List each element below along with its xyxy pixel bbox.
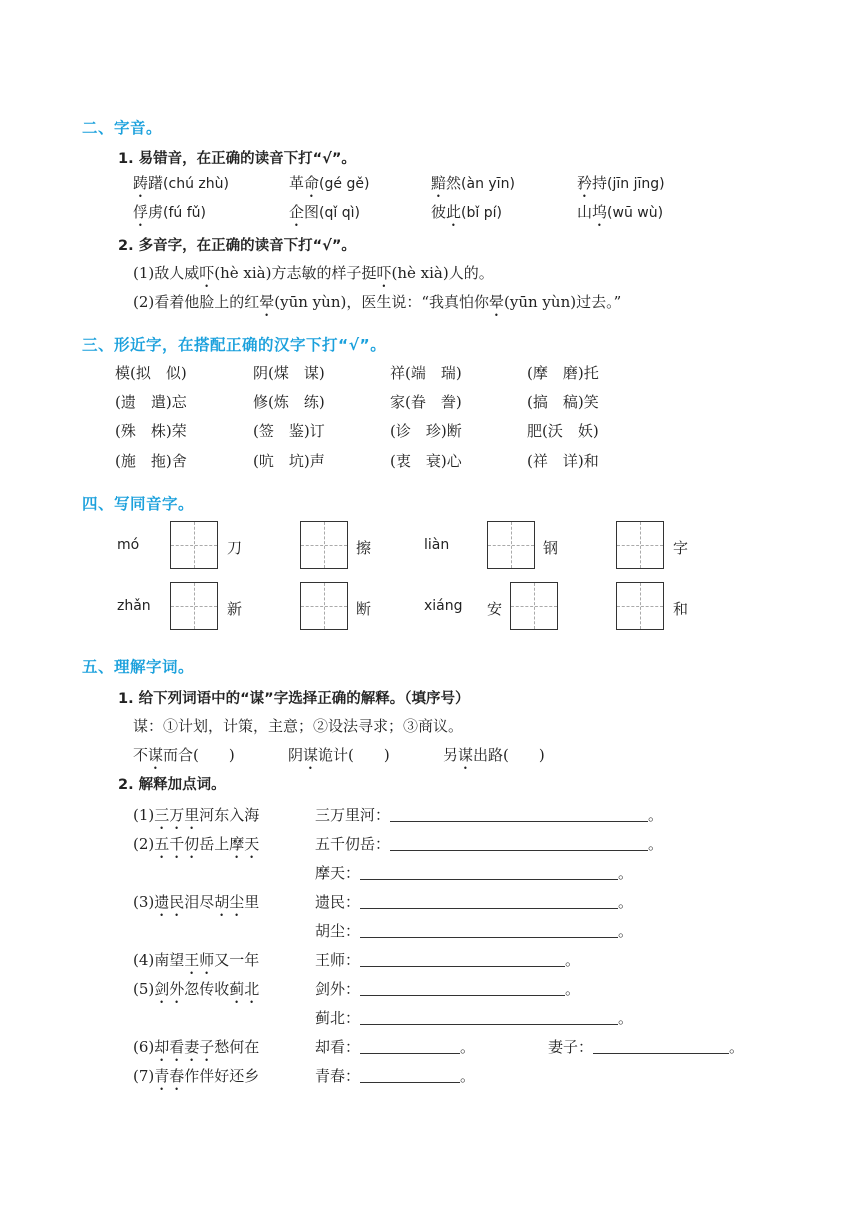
writing-box[interactable] bbox=[616, 521, 664, 569]
similar-char-item: (诊 珍)断 bbox=[390, 422, 462, 440]
section-title-3: 三、形近字，在搭配正确的汉字下打“√”。 bbox=[82, 336, 387, 354]
writing-box[interactable] bbox=[300, 521, 348, 569]
word-item-3: 另谋出路( ) bbox=[443, 746, 545, 764]
char: 断 bbox=[356, 600, 372, 618]
answer-row: 剑外： 。 bbox=[315, 980, 581, 998]
polyphone-line-1: (1)敌人威吓(hè xià)方志敏的样子挺吓(hè xià)人的。 bbox=[133, 264, 494, 282]
answer-row: 五千仞岳： 。 bbox=[315, 835, 664, 853]
similar-char-item: 修(炼 练) bbox=[253, 393, 325, 411]
similar-char-item: (摩 磨)托 bbox=[527, 364, 599, 382]
answer-blank[interactable] bbox=[360, 894, 618, 909]
writing-box[interactable] bbox=[616, 582, 664, 630]
pronunciation-item: 俘虏(fú fǔ) bbox=[133, 203, 207, 221]
char: 新 bbox=[227, 600, 243, 618]
poem-line: (7)青春作伴好还乡 bbox=[133, 1067, 260, 1085]
similar-char-item: 阴(煤 谋) bbox=[253, 364, 325, 382]
answer-blank[interactable] bbox=[360, 981, 565, 996]
poem-line: (4)南望王师又一年 bbox=[133, 951, 260, 969]
similar-char-item: (施 拖)舍 bbox=[115, 452, 187, 470]
section-title-5: 五、理解字词。 bbox=[82, 658, 195, 676]
answer-row: 青春： 。 bbox=[315, 1067, 476, 1085]
poem-line: (5)剑外忽传收蓟北 bbox=[133, 980, 260, 998]
poem-line: (3)遗民泪尽胡尘里 bbox=[133, 893, 260, 911]
answer-blank[interactable] bbox=[360, 865, 618, 880]
answer-blank[interactable] bbox=[390, 836, 648, 851]
poem-line: (2)五千仞岳上摩天 bbox=[133, 835, 260, 853]
answer-blank[interactable] bbox=[360, 952, 565, 967]
pronunciation-item: 革命(gé gě) bbox=[289, 174, 370, 192]
answer-blank[interactable] bbox=[360, 1039, 460, 1054]
pronunciation-item: 矜持(jīn jīng) bbox=[577, 174, 665, 192]
answer-row: 却看： 。 bbox=[315, 1038, 476, 1056]
similar-char-item: (祥 详)和 bbox=[527, 452, 599, 470]
similar-char-item: (遗 遣)忘 bbox=[115, 393, 187, 411]
word-item-1: 不谋而合( ) bbox=[133, 746, 235, 764]
poem-line: (6)却看妻子愁何在 bbox=[133, 1038, 260, 1056]
char: 字 bbox=[673, 539, 689, 557]
answer-row: 蓟北： 。 bbox=[315, 1009, 634, 1027]
pronunciation-item: 山坞(wū wù) bbox=[577, 203, 664, 221]
writing-box[interactable] bbox=[300, 582, 348, 630]
answer-row: 三万里河： 。 bbox=[315, 806, 664, 824]
similar-char-item: 肥(沃 妖) bbox=[527, 422, 599, 440]
pinyin-lian: liàn bbox=[424, 537, 450, 553]
answer-blank[interactable] bbox=[360, 923, 618, 938]
pronunciation-item: 踌躇(chú zhù) bbox=[133, 174, 229, 192]
pinyin-xiang: xiáng bbox=[424, 598, 463, 614]
answer-row: 遗民： 。 bbox=[315, 893, 634, 911]
similar-char-item: (殊 株)荣 bbox=[115, 422, 187, 440]
question-5-1: 1. 给下列词语中的“谋”字选择正确的解释。（填序号） bbox=[118, 691, 470, 707]
similar-char-item: (签 鉴)订 bbox=[253, 422, 325, 440]
similar-char-item: 祥(端 瑞) bbox=[390, 364, 462, 382]
pronunciation-item: 企图(qǐ qì) bbox=[289, 203, 360, 221]
poem-line: (1)三万里河东入海 bbox=[133, 806, 260, 824]
answer-row: 王师： 。 bbox=[315, 951, 581, 969]
answer-blank[interactable] bbox=[360, 1068, 460, 1083]
similar-char-item: (吭 坑)声 bbox=[253, 452, 325, 470]
similar-char-item: (搞 稿)笑 bbox=[527, 393, 599, 411]
similar-char-item: 家(眷 誊) bbox=[390, 393, 462, 411]
char: 刀 bbox=[227, 539, 243, 557]
writing-box[interactable] bbox=[487, 521, 535, 569]
section-title-2: 二、字音。 bbox=[82, 119, 163, 137]
answer-row: 妻子： 。 bbox=[548, 1038, 745, 1056]
question-5-2: 2. 解释加点词。 bbox=[118, 777, 226, 793]
pronunciation-item: 彼此(bǐ pí) bbox=[431, 203, 502, 221]
answer-blank[interactable] bbox=[593, 1039, 729, 1054]
pinyin-zhan: zhǎn bbox=[117, 598, 151, 614]
writing-box[interactable] bbox=[170, 521, 218, 569]
similar-char-item: 模(拟 似) bbox=[115, 364, 187, 382]
char: 安 bbox=[487, 600, 503, 618]
word-item-2: 阴谋诡计( ) bbox=[288, 746, 390, 764]
question-2-1: 1. 易错音，在正确的读音下打“√”。 bbox=[118, 151, 356, 167]
char: 钢 bbox=[543, 539, 559, 557]
section-title-4: 四、写同音字。 bbox=[82, 495, 195, 513]
writing-box[interactable] bbox=[170, 582, 218, 630]
answer-row: 摩天： 。 bbox=[315, 864, 634, 882]
answer-blank[interactable] bbox=[390, 807, 648, 822]
answer-row: 胡尘： 。 bbox=[315, 922, 634, 940]
definition: 谋：①计划，计策，主意；②设法寻求；③商议。 bbox=[133, 717, 464, 735]
pinyin-mo: mó bbox=[117, 537, 140, 553]
question-2-2: 2. 多音字，在正确的读音下打“√”。 bbox=[118, 238, 356, 254]
answer-blank[interactable] bbox=[360, 1010, 618, 1025]
polyphone-line-2: (2)看着他脸上的红晕(yūn yùn)，医生说：“我真怕你晕(yūn yùn)过去。” bbox=[133, 293, 622, 311]
similar-char-item: (衷 衰)心 bbox=[390, 452, 462, 470]
writing-box[interactable] bbox=[510, 582, 558, 630]
char: 擦 bbox=[356, 539, 372, 557]
pronunciation-item: 黯然(àn yīn) bbox=[431, 174, 515, 192]
char: 和 bbox=[673, 600, 689, 618]
